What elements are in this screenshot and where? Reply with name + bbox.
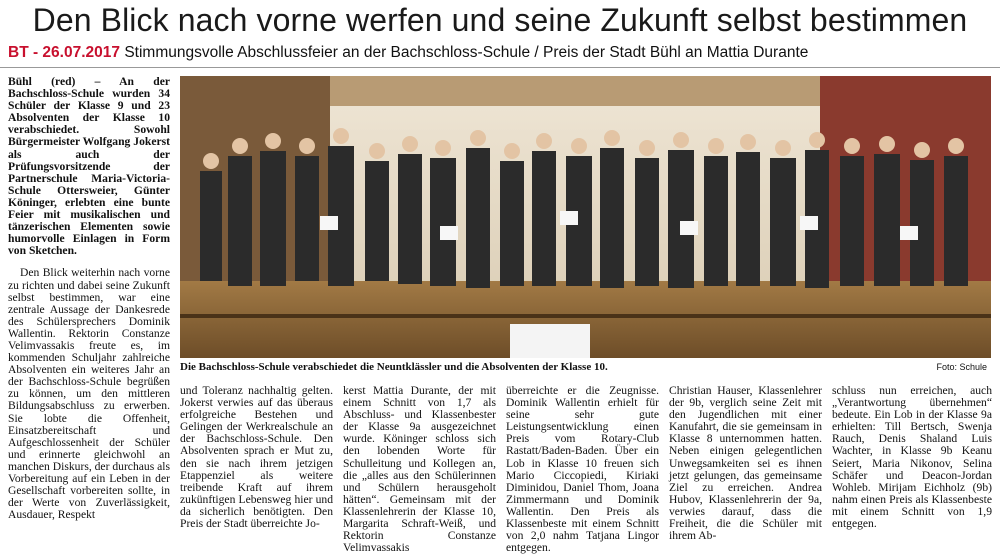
article-column-3	[343, 385, 496, 555]
body-paragraph: Den Blick weiterhin nach vorne zu richten und dabei seine Zukunft selbst bestimmen, war eine zentrale Aussage der Dankesrede des Schülersprechers Dominik Wallentin. Rektorin Constanze Velimvassakis freute es, im kommenden Schuljahr zahlreiche Absolventen ein weiteres Jahr an der Bachschloss-Schule begrüßen zu können, um den mittleren Bildungsabschluss zu erwerben. Sie lobte die Offenheit, Einsatzbereitschaft und Aufgeschlossenheit der Schüler und erinnerte gleichwohl an manchen Diskurs, der durchaus als Vorbereitung auf ein Leben in der Gesellschaft vorbereiten sollte, in der Werte von Zuverlässigkeit, Ausdauer, Respekt	[8, 266, 170, 522]
column-text: überreichte er die Zeugnisse. Dominik Wallentin erhielt für seine sehr gute Leistungsentwicklung einen Preis vom Rotary-Club Rastatt/Baden-Baden. Über ein Lob in Klasse 10 freuen sich Mario Ciccopiedi, Kiriaki Diminidou, Daniel Thom, Joana Zimmermann und Dominik Wallentin. Den Preis als Klassenbeste mit einem Schnitt von 2,0 nahm Tatjana Lingor entgegen.	[506, 384, 659, 555]
subheadline	[8, 42, 998, 64]
article-column-1	[8, 76, 170, 556]
column-text: Christian Hauser, Klassenlehrer der 9b, verglich seine Zeit mit den Jugendlichen mit einer Kanufahrt, die sie gemeinsam in Klasse 8 unternommen hatten. Neben einigen gelegentlichen Unwegsamkeiten sei es ihnen jetzt gelungen, das gemeinsame Ziel zu erreichen. Andrea Hubov, Klassenlehrerin der 9a, verwies darauf, dass die Freiheit, die die Schüler mit ihrem Ab-	[669, 384, 822, 543]
article-column-4	[506, 385, 659, 555]
headline: Den Blick nach vorne werfen und seine Zukunft selbst bestimmen	[32, 2, 968, 38]
source-date: BT - 26.07.2017	[8, 44, 121, 61]
article-column-6	[832, 385, 992, 555]
lead-paragraph: Bühl (red) – An der Bachschloss-Schule wurden 34 Schüler der Klasse 9 und 23 Absolventen der Klasse 10 verabschiedet. Sowohl Bürgermeister Wolfgang Jokerst als auch der Prüfungsvorsitzende der Partnerschule Maria-Victoria-Schule Ottersweier, Günter Köninger, erlebten eine bunte Feier mit musikalischen und tänzerischen Elementen sowie humorvolle Einlagen in Form von Sketchen.	[8, 75, 170, 258]
photo-credit: Foto: Schule	[936, 362, 987, 372]
photo-caption	[180, 360, 991, 374]
article-column-2	[180, 385, 333, 555]
article-column-5	[669, 385, 822, 555]
subheadline-text: Stimmungsvolle Abschlussfeier an der Bachschloss-Schule / Preis der Stadt Bühl an Mattia Durante	[120, 44, 809, 61]
caption-text: Die Bachschloss-Schule verabschiedet die Neuntklässler und die Absolventen der Klasse 10.	[180, 361, 608, 373]
divider	[0, 67, 1000, 68]
group-photo	[180, 76, 991, 358]
column-text: kerst Mattia Durante, der mit einem Schnitt von 1,7 als Abschluss- und Klassenbester der Klasse 9a ausgezeichnet wurde. Köninger schloss sich den lobenden Worte für Schulleitung und Kollegen an, die „alles aus den Schülerinnen und Schülern herausgeholt hätten“. Gemeinsam mit der Klassenlehrerin der Klasse 10, Margarita Schraft-Weiß, und Rektorin Constanze Velimvassakis	[343, 384, 496, 555]
column-text: schluss nun erreichen, auch „Verantwortung übernehmen“ bedeute. Ein Lob in der Klasse 9a erhielten: Till Bertsch, Swenja Rauch, Denis Shaland Luis Wachter, in Klasse 9b Keanu Seiert, Maria Nikonov, Selina Schäfer und Deacon-Jordan Wohleb. Mirijam Eichholz (9b) nahm einen Preis als Klassenbeste mit einem Schnitt von 1,9 entgegen.	[832, 384, 992, 531]
column-text: und Toleranz nachhaltig gelten. Jokerst verwies auf das überaus erfolgreiche Bestehen und Gelingen der Werkrealschule an der Bachschloss-Schule. Den Absolventen sprach er Mut zu, den sie nach ihrem jetzigen Etappenziel als weitere treibende Kraft auf ihrem zukünftigen Lebensweg hier und da sicherlich benötigten. Den Preis der Stadt überreichte Jo-	[180, 384, 333, 531]
